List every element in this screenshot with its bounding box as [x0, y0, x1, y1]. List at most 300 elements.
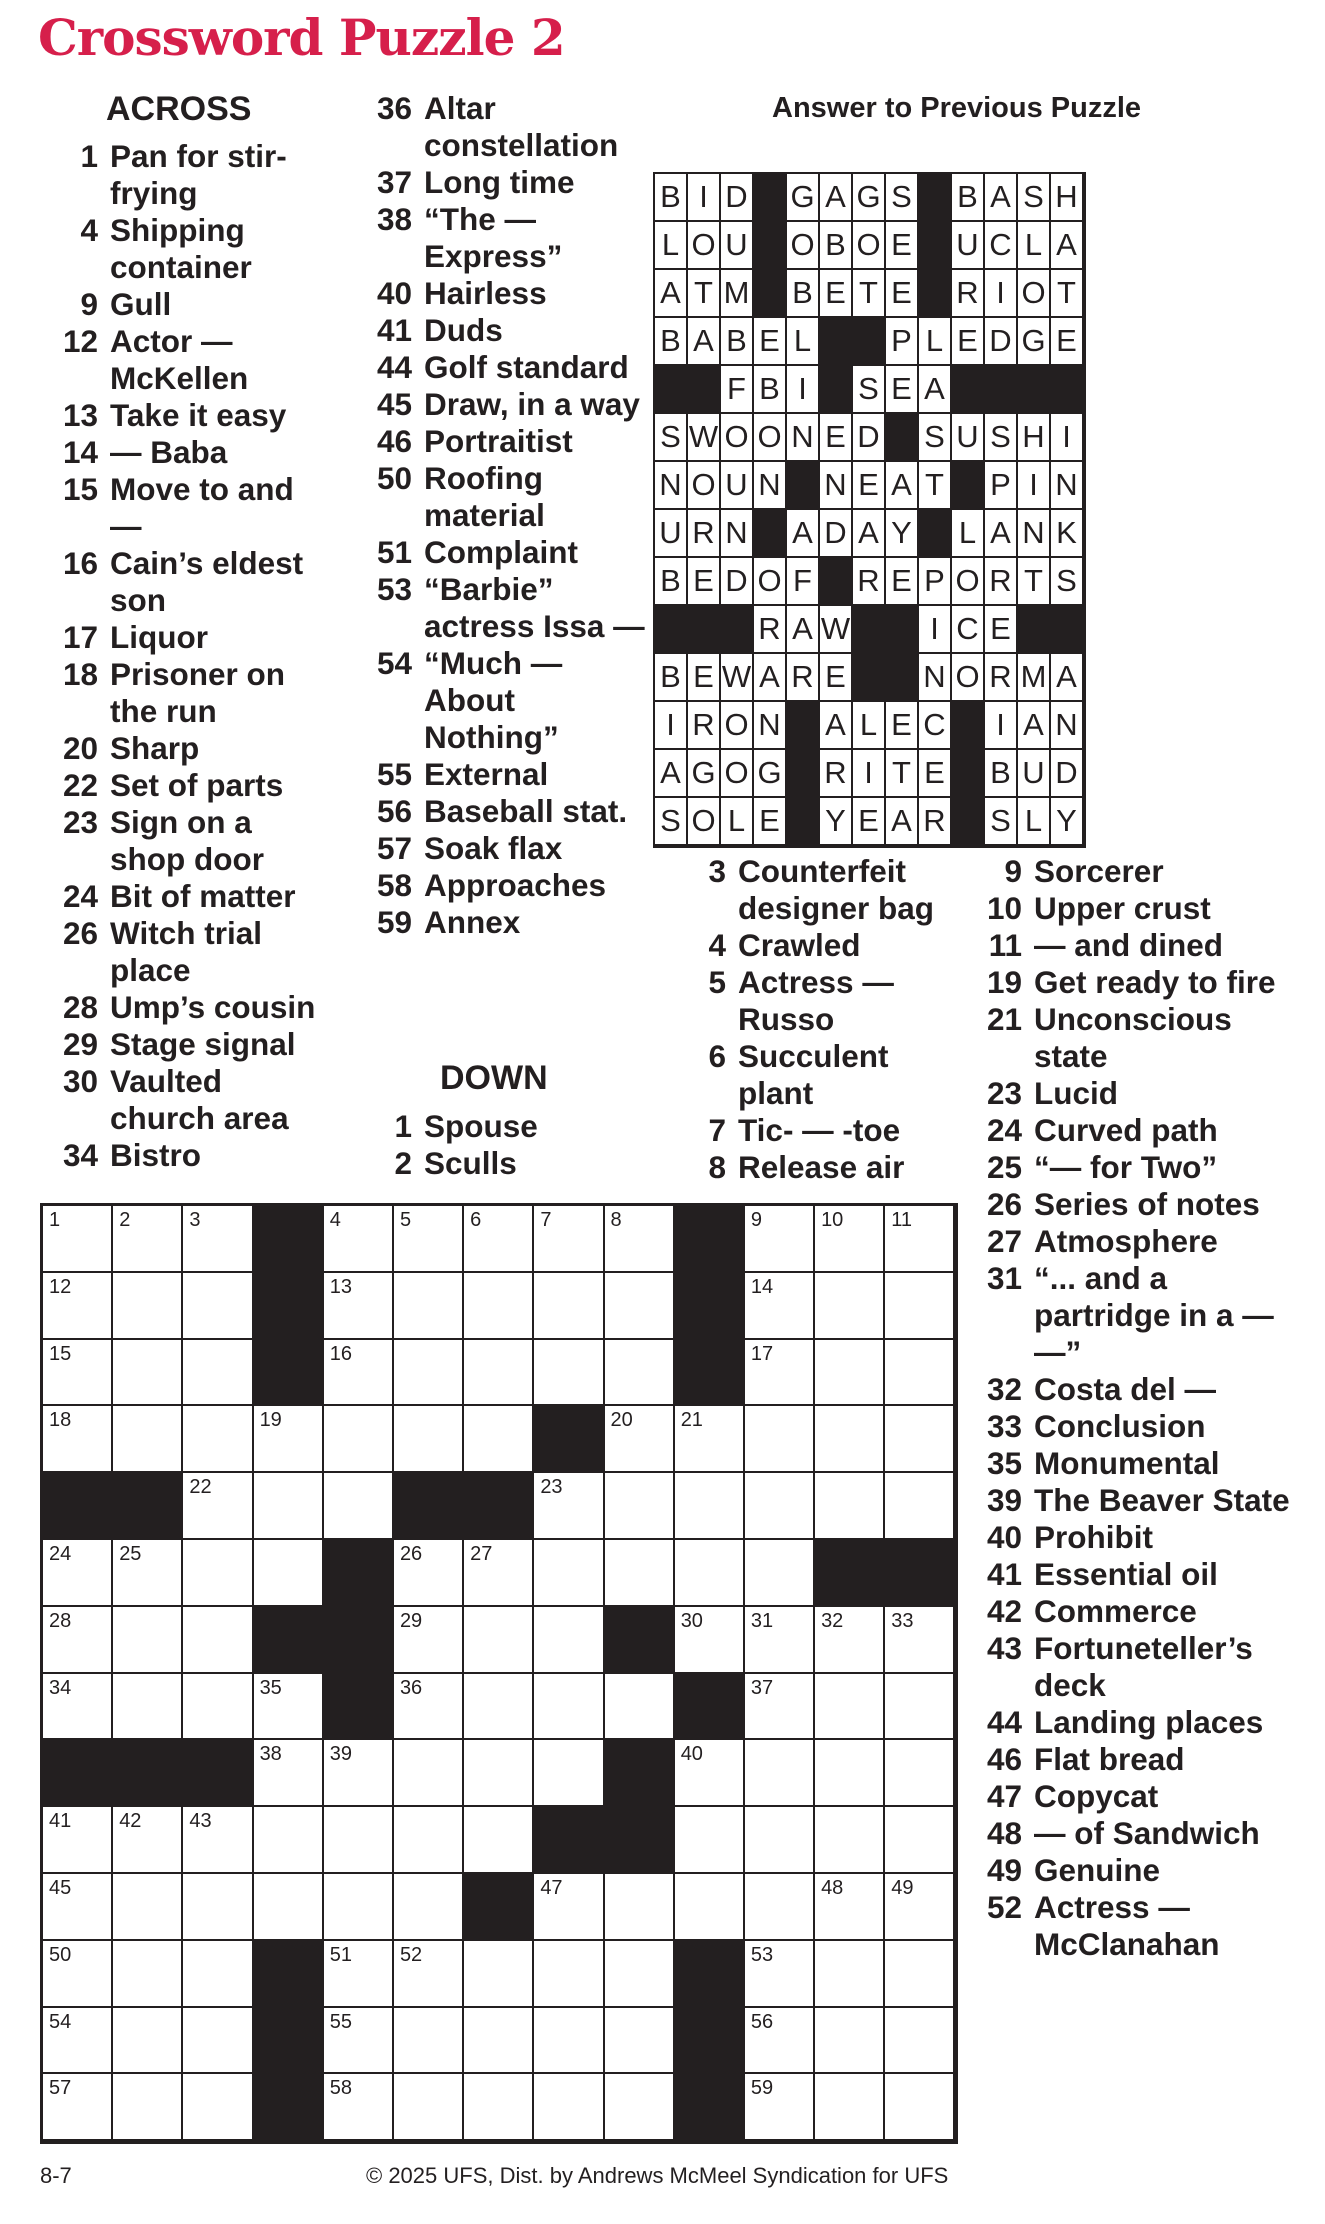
cell-number: 32 — [821, 1609, 844, 1632]
answer-letter-cell: D — [721, 558, 754, 606]
clue-text: Complaint — [424, 534, 578, 570]
grid-cell[interactable] — [254, 1473, 324, 1540]
cell-number: 58 — [329, 2077, 352, 2100]
grid-cell[interactable] — [254, 1807, 324, 1874]
grid-cell[interactable] — [324, 1807, 394, 1874]
clue-number: 37 — [376, 164, 412, 200]
cell-number: 16 — [329, 1342, 352, 1365]
answer-letter-cell: E — [853, 798, 886, 846]
answer-letter-cell: W — [820, 606, 853, 654]
grid-cell[interactable] — [394, 1206, 464, 1273]
grid-cell[interactable] — [464, 1406, 534, 1473]
grid-cell[interactable] — [885, 1740, 955, 1807]
grid-cell[interactable] — [394, 1674, 464, 1741]
clue-text: Spouse — [424, 1108, 538, 1144]
down-clues-column-3 — [668, 853, 958, 1186]
grid-cell[interactable] — [605, 1406, 675, 1473]
answer-letter-cell: B — [655, 558, 688, 606]
clue-item — [964, 1149, 1304, 1186]
clue-item — [354, 793, 654, 830]
clue-item — [964, 1223, 1304, 1260]
answer-letter-cell: E — [919, 750, 952, 798]
grid-cell[interactable] — [745, 1406, 815, 1473]
grid-cell[interactable] — [394, 1406, 464, 1473]
grid-cell[interactable] — [43, 1540, 113, 1607]
grid-cell[interactable] — [815, 1206, 885, 1273]
cell-number: 14 — [750, 1275, 774, 1298]
grid-cell[interactable] — [324, 1206, 394, 1273]
grid-cell[interactable] — [605, 1206, 675, 1273]
answer-letter-cell: E — [886, 222, 919, 270]
answer-letter-cell: N — [787, 414, 820, 462]
grid-cell[interactable] — [183, 1340, 253, 1407]
answer-letter-cell: P — [886, 318, 919, 366]
grid-cell[interactable] — [464, 1607, 534, 1674]
clue-item — [668, 964, 958, 1038]
grid-cell[interactable] — [324, 1941, 394, 2008]
clue-text: Gull — [110, 286, 172, 322]
grid-cell[interactable] — [675, 1607, 745, 1674]
grid-cell[interactable] — [183, 1807, 253, 1874]
grid-cell[interactable] — [815, 1406, 885, 1473]
grid-cell[interactable] — [43, 2008, 113, 2075]
clue-item — [964, 1815, 1304, 1852]
grid-cell[interactable] — [605, 2074, 675, 2141]
grid-cell[interactable] — [113, 2008, 183, 2075]
grid-cell[interactable] — [534, 2008, 604, 2075]
grid-cell[interactable] — [183, 1206, 253, 1273]
grid-cell[interactable] — [113, 1273, 183, 1340]
clue-number: 55 — [376, 756, 412, 792]
grid-cell[interactable] — [113, 1674, 183, 1741]
grid-cell[interactable] — [745, 1206, 815, 1273]
clue-item — [964, 927, 1304, 964]
answer-letter-cell: S — [853, 366, 886, 414]
clue-number: 10 — [986, 890, 1022, 926]
grid-cell[interactable] — [324, 2074, 394, 2141]
clue-item — [964, 1778, 1304, 1815]
grid-cell[interactable] — [394, 2074, 464, 2141]
grid-cell[interactable] — [183, 1406, 253, 1473]
grid-cell[interactable] — [183, 1607, 253, 1674]
grid-cell[interactable] — [885, 1607, 955, 1674]
grid-cell[interactable] — [605, 1473, 675, 1540]
answer-black-square — [787, 798, 820, 846]
cell-number: 18 — [49, 1409, 72, 1432]
answer-letter-cell: E — [820, 654, 853, 702]
clue-number: 4 — [80, 212, 98, 248]
grid-cell[interactable] — [815, 1740, 885, 1807]
grid-cell[interactable] — [394, 2008, 464, 2075]
grid-cell[interactable] — [885, 1406, 955, 1473]
grid-cell[interactable] — [464, 2074, 534, 2141]
grid-cell[interactable] — [745, 1473, 815, 1540]
answer-letter-cell: L — [787, 318, 820, 366]
answer-black-square — [919, 510, 952, 558]
black-square — [43, 1473, 113, 1540]
cell-number: 21 — [680, 1409, 703, 1432]
grid-cell[interactable] — [324, 1740, 394, 1807]
grid-cell[interactable] — [324, 1473, 394, 1540]
black-square — [675, 1273, 745, 1340]
clue-number: 26 — [986, 1186, 1022, 1222]
cell-number: 3 — [189, 1209, 201, 1231]
grid-cell[interactable] — [885, 1941, 955, 2008]
clue-text: — and dined — [1034, 927, 1223, 963]
grid-cell[interactable] — [605, 1674, 675, 1741]
clue-number: 59 — [376, 904, 412, 940]
grid-cell[interactable] — [183, 1674, 253, 1741]
grid-cell[interactable] — [113, 1206, 183, 1273]
answer-letter-cell: S — [985, 414, 1018, 462]
answer-letter-cell: I — [853, 750, 886, 798]
grid-cell[interactable] — [183, 2008, 253, 2075]
clue-number: 19 — [986, 964, 1022, 1000]
grid-cell[interactable] — [885, 1340, 955, 1407]
answer-letter-cell: E — [754, 318, 787, 366]
clue-item — [964, 1852, 1304, 1889]
answer-letter-cell: A — [886, 462, 919, 510]
clue-number: 28 — [62, 989, 98, 1025]
grid-cell[interactable] — [394, 1807, 464, 1874]
grid-cell[interactable] — [464, 1807, 534, 1874]
grid-cell[interactable] — [43, 1273, 113, 1340]
black-square — [113, 1740, 183, 1807]
grid-cell[interactable] — [394, 1273, 464, 1340]
clue-number: 16 — [62, 545, 98, 581]
clue-number: 9 — [1004, 853, 1022, 889]
grid-cell[interactable] — [254, 1674, 324, 1741]
grid-cell[interactable] — [113, 1941, 183, 2008]
grid-cell[interactable] — [745, 1674, 815, 1741]
clue-number: 30 — [62, 1063, 98, 1099]
clue-text: Curved path — [1034, 1112, 1218, 1148]
grid-cell[interactable] — [43, 1206, 113, 1273]
grid-cell[interactable] — [43, 1607, 113, 1674]
grid-cell[interactable] — [534, 1674, 604, 1741]
answer-letter-cell: Y — [820, 798, 853, 846]
answer-letter-cell: T — [1018, 558, 1051, 606]
grid-cell[interactable] — [324, 1406, 394, 1473]
grid-cell[interactable] — [815, 1340, 885, 1407]
grid-cell[interactable] — [675, 1807, 745, 1874]
answer-letter-cell: E — [820, 414, 853, 462]
grid-cell[interactable] — [183, 1273, 253, 1340]
grid-cell[interactable] — [113, 2074, 183, 2141]
clue-text: Commerce — [1034, 1593, 1197, 1629]
answer-letter-cell: O — [952, 558, 985, 606]
answer-letter-cell: D — [1051, 750, 1084, 798]
grid-cell[interactable] — [745, 2008, 815, 2075]
cell-number: 40 — [680, 1743, 703, 1766]
grid-cell[interactable] — [885, 2074, 955, 2141]
grid-cell[interactable] — [815, 2008, 885, 2075]
grid-cell[interactable] — [43, 1340, 113, 1407]
grid-cell[interactable] — [815, 2074, 885, 2141]
grid-cell[interactable] — [464, 1674, 534, 1741]
clue-item — [354, 349, 654, 386]
grid-cell[interactable] — [394, 1340, 464, 1407]
grid-cell[interactable] — [534, 1206, 604, 1273]
grid-cell[interactable] — [113, 1340, 183, 1407]
down-clues-column-2 — [354, 1108, 654, 1182]
clue-item — [354, 386, 654, 423]
grid-cell[interactable] — [745, 1740, 815, 1807]
answer-letter-cell: I — [919, 606, 952, 654]
grid-cell[interactable] — [464, 1941, 534, 2008]
grid-cell[interactable] — [745, 1340, 815, 1407]
grid-cell[interactable] — [675, 1740, 745, 1807]
answer-black-square — [787, 750, 820, 798]
grid-cell[interactable] — [605, 1340, 675, 1407]
grid-cell[interactable] — [745, 2074, 815, 2141]
clue-item — [40, 730, 325, 767]
grid-cell[interactable] — [815, 1941, 885, 2008]
grid-cell[interactable] — [394, 1540, 464, 1607]
clue-item — [40, 767, 325, 804]
page-number: 8-7 — [40, 2163, 72, 2188]
grid-cell[interactable] — [745, 1807, 815, 1874]
clue-number: 22 — [62, 767, 98, 803]
clue-number: 41 — [376, 312, 412, 348]
cell-number: 57 — [49, 2077, 72, 2100]
clue-number: 23 — [986, 1075, 1022, 1111]
crossword-grid[interactable] — [40, 1203, 958, 2144]
black-square — [605, 1740, 675, 1807]
grid-cell[interactable] — [113, 1406, 183, 1473]
grid-cell[interactable] — [534, 1340, 604, 1407]
grid-cell[interactable] — [675, 1473, 745, 1540]
grid-cell[interactable] — [885, 1874, 955, 1941]
clue-text: Landing places — [1034, 1704, 1264, 1740]
clue-number: 52 — [986, 1889, 1022, 1925]
answer-letter-cell: C — [919, 702, 952, 750]
cell-number: 8 — [610, 1209, 622, 1231]
answer-letter-cell: R — [985, 654, 1018, 702]
grid-cell[interactable] — [394, 1874, 464, 1941]
clue-item — [964, 1445, 1304, 1482]
answer-letter-cell: W — [688, 414, 721, 462]
answer-letter-cell: E — [688, 654, 721, 702]
cell-number: 52 — [399, 1943, 423, 1966]
clue-text: “Much — About Nothing” — [424, 645, 563, 755]
clue-number: 4 — [708, 927, 726, 963]
answer-letter-cell: S — [1051, 558, 1084, 606]
grid-cell[interactable] — [815, 1473, 885, 1540]
grid-cell[interactable] — [745, 1874, 815, 1941]
grid-cell[interactable] — [464, 1740, 534, 1807]
grid-cell[interactable] — [183, 2074, 253, 2141]
grid-cell[interactable] — [113, 1540, 183, 1607]
cell-number: 29 — [399, 1609, 423, 1632]
clue-number: 44 — [376, 349, 412, 385]
answer-letter-cell: F — [721, 366, 754, 414]
clue-number: 42 — [986, 1593, 1022, 1629]
answer-black-square — [787, 702, 820, 750]
grid-cell[interactable] — [183, 1874, 253, 1941]
clue-number: 5 — [708, 964, 726, 1000]
clue-text: Baseball stat. — [424, 793, 628, 829]
cell-number: 56 — [750, 2010, 774, 2033]
grid-cell[interactable] — [43, 1874, 113, 1941]
cell-number: 10 — [821, 1209, 844, 1231]
grid-cell[interactable] — [605, 1273, 675, 1340]
grid-cell[interactable] — [254, 1874, 324, 1941]
clue-item — [964, 1556, 1304, 1593]
grid-cell[interactable] — [745, 1273, 815, 1340]
clue-item — [40, 434, 325, 471]
answer-letter-cell: H — [1018, 414, 1051, 462]
answer-black-square — [886, 606, 919, 654]
answer-letter-cell: M — [1018, 654, 1051, 702]
clue-item — [354, 460, 654, 534]
grid-cell[interactable] — [815, 1607, 885, 1674]
clue-text: Long time — [424, 164, 575, 200]
answer-letter-cell: T — [853, 270, 886, 318]
clue-number: 47 — [986, 1778, 1022, 1814]
grid-cell[interactable] — [605, 1540, 675, 1607]
clue-number: 26 — [62, 915, 98, 951]
clue-text: “Barbie” actress Issa — — [424, 571, 645, 644]
across-clues-column-1 — [40, 138, 325, 1174]
grid-cell[interactable] — [534, 1540, 604, 1607]
grid-cell[interactable] — [464, 1340, 534, 1407]
answer-black-square — [820, 558, 853, 606]
grid-cell[interactable] — [885, 1674, 955, 1741]
grid-cell[interactable] — [885, 1273, 955, 1340]
grid-cell[interactable] — [324, 1874, 394, 1941]
grid-cell[interactable] — [394, 1607, 464, 1674]
clue-text: Copycat — [1034, 1778, 1159, 1814]
answer-letter-cell: I — [985, 702, 1018, 750]
answer-letter-cell: A — [886, 798, 919, 846]
clue-item — [354, 867, 654, 904]
cell-number: 15 — [49, 1342, 72, 1365]
grid-cell[interactable] — [43, 1406, 113, 1473]
grid-cell[interactable] — [464, 1273, 534, 1340]
grid-cell[interactable] — [534, 1607, 604, 1674]
answer-letter-cell: N — [1051, 702, 1084, 750]
answer-black-square — [919, 174, 952, 222]
grid-cell[interactable] — [183, 1941, 253, 2008]
grid-cell[interactable] — [885, 1807, 955, 1874]
grid-cell[interactable] — [534, 1874, 604, 1941]
cell-number: 13 — [329, 1275, 352, 1298]
grid-cell[interactable] — [254, 1540, 324, 1607]
grid-cell[interactable] — [534, 2074, 604, 2141]
grid-cell[interactable] — [113, 1607, 183, 1674]
clue-item — [668, 1038, 958, 1112]
answer-letter-cell: U — [952, 222, 985, 270]
black-square — [324, 1674, 394, 1741]
clue-number: 27 — [986, 1223, 1022, 1259]
clue-text: Release air — [738, 1149, 905, 1185]
grid-cell[interactable] — [394, 1941, 464, 2008]
clue-item — [964, 1482, 1304, 1519]
grid-cell[interactable] — [815, 1874, 885, 1941]
grid-cell[interactable] — [464, 1540, 534, 1607]
down-clues-column-4 — [964, 853, 1304, 1963]
clue-number: 43 — [986, 1630, 1022, 1666]
clue-text: Conclusion — [1034, 1408, 1206, 1444]
answer-letter-cell: D — [721, 174, 754, 222]
grid-cell[interactable] — [43, 1807, 113, 1874]
grid-cell[interactable] — [43, 1674, 113, 1741]
clue-number: 33 — [986, 1408, 1022, 1444]
grid-cell[interactable] — [675, 1406, 745, 1473]
answer-letter-cell: A — [655, 270, 688, 318]
grid-cell[interactable] — [605, 2008, 675, 2075]
grid-cell[interactable] — [815, 1273, 885, 1340]
grid-cell[interactable] — [745, 1941, 815, 2008]
grid-cell[interactable] — [254, 1740, 324, 1807]
grid-cell[interactable] — [815, 1807, 885, 1874]
answer-black-square — [655, 606, 688, 654]
grid-cell[interactable] — [745, 1540, 815, 1607]
grid-cell[interactable] — [113, 1807, 183, 1874]
grid-cell[interactable] — [675, 1540, 745, 1607]
answer-black-square — [985, 366, 1018, 414]
grid-cell[interactable] — [183, 1540, 253, 1607]
grid-cell[interactable] — [885, 2008, 955, 2075]
clue-item — [668, 927, 958, 964]
grid-cell[interactable] — [815, 1674, 885, 1741]
clue-text: Portraitist — [424, 423, 573, 459]
clue-text: Atmosphere — [1034, 1223, 1218, 1259]
grid-cell[interactable] — [464, 2008, 534, 2075]
cell-number: 30 — [680, 1609, 703, 1632]
clue-text: “The — Express” — [424, 201, 563, 274]
answer-letter-cell: E — [886, 270, 919, 318]
answer-black-square — [952, 750, 985, 798]
grid-cell[interactable] — [885, 1473, 955, 1540]
grid-cell[interactable] — [534, 1941, 604, 2008]
grid-cell[interactable] — [605, 1874, 675, 1941]
grid-cell[interactable] — [675, 1874, 745, 1941]
grid-cell[interactable] — [324, 2008, 394, 2075]
grid-cell[interactable] — [43, 2074, 113, 2141]
grid-cell[interactable] — [254, 1406, 324, 1473]
cell-number: 41 — [49, 1810, 72, 1833]
grid-cell[interactable] — [534, 1740, 604, 1807]
answer-letter-cell: O — [688, 798, 721, 846]
grid-cell[interactable] — [394, 1740, 464, 1807]
clue-item — [40, 286, 325, 323]
clue-text: Succulent plant — [738, 1038, 889, 1111]
clue-item — [40, 471, 325, 545]
cell-number: 39 — [329, 1743, 352, 1766]
grid-cell[interactable] — [324, 1340, 394, 1407]
grid-cell[interactable] — [885, 1206, 955, 1273]
grid-cell[interactable] — [43, 1941, 113, 2008]
grid-cell[interactable] — [534, 1473, 604, 1540]
clue-text: Sign on a shop door — [110, 804, 264, 877]
answer-letter-cell: O — [853, 222, 886, 270]
grid-cell[interactable] — [605, 1941, 675, 2008]
grid-cell[interactable] — [324, 1273, 394, 1340]
clue-item — [668, 1112, 958, 1149]
grid-cell[interactable] — [113, 1874, 183, 1941]
grid-cell[interactable] — [183, 1473, 253, 1540]
grid-cell[interactable] — [534, 1273, 604, 1340]
grid-cell[interactable] — [464, 1206, 534, 1273]
answer-letter-cell: A — [787, 510, 820, 558]
cell-number: 50 — [49, 1943, 72, 1966]
answer-letter-cell: U — [721, 462, 754, 510]
clue-text: Approaches — [424, 867, 607, 903]
grid-cell[interactable] — [745, 1607, 815, 1674]
clue-number: 48 — [986, 1815, 1022, 1851]
